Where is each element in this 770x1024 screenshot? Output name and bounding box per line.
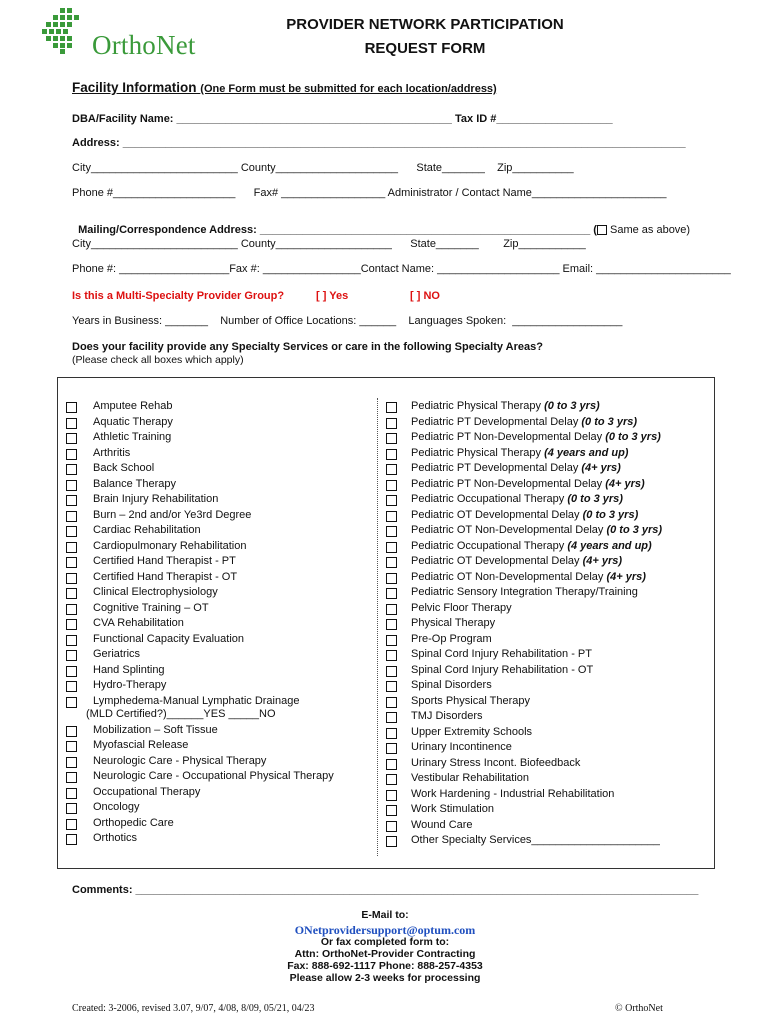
specialty-label: Myofascial Release (93, 739, 189, 751)
specialty-checkbox[interactable] (66, 604, 77, 615)
multi-specialty-yes-option[interactable]: [ ] Yes (316, 290, 349, 302)
specialty-checkbox[interactable] (66, 418, 77, 429)
specialty-label: Spinal Cord Injury Rehabilitation - PT (411, 648, 592, 660)
specialty-checkbox[interactable] (386, 681, 397, 692)
facility-heading-text: Facility Information (72, 80, 197, 95)
dba-field[interactable]: DBA/Facility Name: _____________________________________________ (72, 113, 452, 125)
specialty-checkbox[interactable] (386, 635, 397, 646)
specialty-checkbox[interactable] (386, 526, 397, 537)
specialty-checkbox[interactable] (386, 619, 397, 630)
specialty-label: Cognitive Training – OT (93, 601, 209, 614)
specialty-checkbox[interactable] (66, 402, 77, 413)
specialty-label: Cardiopulmonary Rehabilitation (93, 539, 247, 552)
specialty-label: Upper Extremity Schools (411, 725, 533, 738)
specialty-label: Pediatric Sensory Integration Therapy/Training (411, 586, 638, 598)
form-title-line1: PROVIDER NETWORK PARTICIPATION (286, 16, 564, 33)
specialty-label: Pediatric Physical Therapy (0 to 3 yrs) (411, 400, 600, 412)
specialty-label: Physical Therapy (411, 617, 496, 629)
age-range-label: (4+ yrs) (581, 462, 621, 474)
specialty-checkbox[interactable] (66, 681, 77, 692)
logo-wordmark: OrthoNet (92, 30, 196, 60)
processing-note: Please allow 2-3 weeks for processing (289, 972, 481, 984)
specialty-checkbox[interactable] (386, 557, 397, 568)
age-range-label: (0 to 3 yrs) (582, 508, 639, 521)
specialty-instruction: (Please check all boxes which apply) (72, 354, 244, 366)
specialty-label: TMJ Disorders (411, 710, 483, 722)
specialty-checkbox[interactable] (386, 542, 397, 553)
specialty-label: Functional Capacity Evaluation (93, 632, 245, 645)
specialty-label: Certified Hand Therapist - PT (93, 555, 236, 567)
specialty-checkbox[interactable] (386, 480, 397, 491)
specialty-label: Other Specialty Services_____________________ (411, 834, 660, 846)
specialty-checkbox[interactable] (386, 790, 397, 801)
phone-fax-contact-row[interactable]: Phone #____________________ Fax# _________________ Administrator / Contact Name______________________ (72, 187, 667, 199)
specialty-checkbox[interactable] (66, 666, 77, 677)
specialty-checkbox[interactable] (66, 726, 77, 737)
age-range-label: (0 to 3 yrs) (606, 524, 663, 536)
specialty-checkbox[interactable] (66, 526, 77, 537)
specialty-label: Urinary Incontinence (411, 741, 512, 753)
orthonet-logo-icon (42, 8, 88, 54)
specialty-label: Wound Care (411, 818, 473, 831)
specialty-checkbox[interactable] (386, 774, 397, 785)
specialty-checkbox[interactable] (66, 588, 77, 599)
specialty-label: Brain Injury Rehabilitation (93, 493, 219, 505)
specialty-checkbox[interactable] (386, 650, 397, 661)
specialty-label: Geriatrics (93, 648, 141, 660)
specialty-label: Neurologic Care - Physical Therapy (93, 754, 267, 767)
address-field[interactable]: Address: ____________________________________________________________________________________________ (72, 137, 686, 149)
tax-id-field[interactable]: Tax ID #___________________ (455, 113, 613, 125)
age-range-label: (0 to 3 yrs) (581, 415, 638, 428)
specialty-checkbox[interactable] (66, 741, 77, 752)
revision-history: Created: 3-2006, revised 3.07, 9/07, 4/08, 8/09, 05/21, 04/23 (72, 1003, 315, 1014)
specialty-checkbox[interactable] (66, 650, 77, 661)
age-range-label: (4+ yrs) (582, 555, 623, 567)
attention-line: Attn: OrthoNet-Provider Contracting (294, 948, 476, 960)
specialty-label: Work Stimulation (411, 803, 494, 815)
specialty-checkbox[interactable] (66, 697, 77, 708)
specialty-checkbox[interactable] (66, 819, 77, 830)
specialty-checkbox[interactable] (386, 418, 397, 429)
specialty-checkbox[interactable] (66, 495, 77, 506)
specialty-label: Arthritis (93, 446, 131, 459)
same-as-above-checkbox[interactable] (597, 225, 607, 235)
specialty-checkbox[interactable] (66, 480, 77, 491)
specialty-label: Hydro-Therapy (93, 679, 167, 691)
specialty-checkbox[interactable] (386, 743, 397, 754)
specialty-checkbox[interactable] (386, 402, 397, 413)
specialty-label: Pediatric OT Non-Developmental Delay (4+ yrs) (411, 570, 646, 583)
specialty-label: Pre-Op Program (411, 632, 492, 645)
specialty-label: Hand Splinting (93, 663, 165, 676)
specialty-checkbox[interactable] (66, 619, 77, 630)
city-county-state-zip-row[interactable]: City________________________ County____________________ State_______ Zip__________ (72, 162, 574, 174)
specialty-label: Back School (93, 462, 155, 474)
specialty-label: Pediatric PT Developmental Delay (0 to 3 yrs) (411, 415, 638, 428)
email-label: E-Mail to: (361, 909, 409, 921)
specialty-checkbox[interactable] (386, 697, 397, 708)
specialty-label: Spinal Cord Injury Rehabilitation - OT (411, 663, 594, 676)
specialty-label: Clinical Electrophysiology (93, 586, 218, 598)
specialty-checkbox[interactable] (66, 557, 77, 568)
specialty-checkbox[interactable] (386, 588, 397, 599)
specialty-label: Neurologic Care - Occupational Physical Therapy (93, 770, 334, 782)
specialty-label: Pelvic Floor Therapy (411, 601, 512, 614)
specialty-checkbox[interactable] (66, 511, 77, 522)
age-range-label: (0 to 3 yrs) (544, 400, 600, 412)
specialty-label: Certified Hand Therapist - OT (93, 570, 238, 583)
specialty-checkbox[interactable] (386, 666, 397, 677)
specialty-checkbox[interactable] (386, 728, 397, 739)
facility-heading-note: (One Form must be submitted for each location/address) (200, 83, 497, 95)
same-as-above-label: Same as above) (606, 224, 691, 236)
specialty-label: Pediatric Occupational Therapy (0 to 3 yrs) (411, 493, 623, 505)
specialty-label: Athletic Training (93, 431, 172, 443)
specialty-checkbox[interactable] (66, 433, 77, 444)
age-range-label: (4 years and up) (567, 539, 652, 552)
age-range-label: (4 years and up) (544, 446, 629, 459)
specialty-label: Pediatric OT Developmental Delay (4+ yrs) (411, 555, 623, 567)
specialty-checkbox[interactable] (386, 573, 397, 584)
specialty-label: Work Hardening - Industrial Rehabilitation (411, 787, 615, 800)
specialty-label: Occupational Therapy (93, 785, 201, 798)
specialty-checkbox[interactable] (386, 433, 397, 444)
fax-phone-numbers: Fax: 888-692-1117 Phone: 888-257-4353 (287, 960, 483, 972)
facility-section-heading (72, 80, 497, 95)
specialty-checkbox[interactable] (386, 836, 397, 847)
mailing-address-field[interactable]: Mailing/Correspondence Address: ______________________________________________________ ( (78, 224, 597, 236)
specialty-checkbox[interactable] (66, 635, 77, 646)
age-range-label: (0 to 3 yrs) (605, 431, 661, 443)
specialty-label: Lymphedema-Manual Lymphatic Drainage (93, 694, 300, 707)
mailing-phone-row[interactable]: Phone #: __________________Fax #: ________________Contact Name: ____________________ Email: ______________________ (72, 263, 731, 275)
specialty-checkbox[interactable] (66, 803, 77, 814)
specialty-label: Spinal Disorders (411, 679, 492, 691)
specialty-label: CVA Rehabilitation (93, 617, 184, 629)
specialty-checkbox[interactable] (386, 464, 397, 475)
specialty-label: Pediatric Physical Therapy (4 years and up) (411, 446, 629, 459)
specialty-question: Does your facility provide any Specialty Services or care in the following Specialty Areas? (72, 341, 543, 353)
form-title-line2: REQUEST FORM (364, 40, 486, 57)
specialty-label: Amputee Rehab (93, 400, 173, 412)
specialty-checkbox[interactable] (386, 805, 397, 816)
specialty-label: Pediatric PT Non-Developmental Delay (0 to 3 yrs) (411, 431, 661, 443)
specialty-label: Mobilization – Soft Tissue (93, 723, 218, 736)
comments-field[interactable]: Comments: ____________________________________________________________________________________________ (72, 884, 699, 896)
years-locations-languages-row[interactable]: Years in Business: _______ Number of Office Locations: ______ Languages Spoken: __________________ (72, 315, 623, 327)
specialty-label: Balance Therapy (93, 477, 176, 490)
specialty-checkbox[interactable] (66, 772, 77, 783)
specialty-label: Pediatric OT Non-Developmental Delay (0 to 3 yrs) (411, 524, 663, 536)
specialty-checkbox[interactable] (66, 788, 77, 799)
specialty-checkbox[interactable] (66, 834, 77, 845)
specialty-label: Oncology (93, 801, 140, 813)
email-link[interactable]: ONetprovidersupport@optum.com (294, 923, 476, 937)
mailing-address-row[interactable] (72, 212, 690, 236)
specialty-checkbox[interactable] (386, 449, 397, 460)
specialty-checkbox[interactable] (66, 464, 77, 475)
specialty-checkbox[interactable] (66, 573, 77, 584)
age-range-label: (0 to 3 yrs) (567, 493, 623, 505)
specialty-label: Urinary Stress Incont. Biofeedback (411, 756, 581, 769)
specialty-checkbox[interactable] (66, 449, 77, 460)
fax-label: Or fax completed form to: (320, 936, 450, 948)
specialty-checkbox[interactable] (66, 542, 77, 553)
specialty-label: Orthotics (93, 832, 138, 844)
age-range-label: (4+ yrs) (606, 570, 646, 583)
multi-specialty-question: Is this a Multi-Specialty Provider Group? (72, 290, 285, 302)
copyright: © OrthoNet (615, 1003, 663, 1014)
specialty-checkbox[interactable] (66, 757, 77, 768)
specialty-label: Pediatric OT Developmental Delay (0 to 3 yrs) (411, 508, 639, 521)
age-range-label: (4+ yrs) (605, 477, 645, 490)
mailing-city-row[interactable]: City________________________ County___________________ State_______ Zip___________ (72, 238, 586, 250)
specialty-checkbox[interactable] (386, 712, 397, 723)
specialty-checkbox[interactable] (386, 604, 397, 615)
specialty-checkbox[interactable] (386, 759, 397, 770)
specialty-checkbox[interactable] (386, 495, 397, 506)
specialty-label: Pediatric PT Non-Developmental Delay (4+ yrs) (411, 477, 645, 490)
column-divider (377, 398, 378, 856)
specialty-label: Pediatric PT Developmental Delay (4+ yrs) (411, 462, 621, 474)
specialty-label: Burn – 2nd and/or Ye3rd Degree (93, 508, 252, 521)
specialty-label: Orthopedic Care (93, 816, 174, 829)
specialty-checkbox[interactable] (386, 821, 397, 832)
specialty-label: Vestibular Rehabilitation (411, 772, 530, 784)
mld-certified-field[interactable]: (MLD Certified?)______YES _____NO (86, 707, 276, 720)
specialty-label: Sports Physical Therapy (411, 694, 531, 707)
multi-specialty-no-option[interactable]: [ ] NO (410, 290, 440, 302)
specialty-label: Pediatric Occupational Therapy (4 years and up) (411, 539, 652, 552)
specialty-checkbox[interactable] (386, 511, 397, 522)
specialty-label: Aquatic Therapy (93, 415, 173, 428)
specialty-label: Cardiac Rehabilitation (93, 524, 201, 536)
